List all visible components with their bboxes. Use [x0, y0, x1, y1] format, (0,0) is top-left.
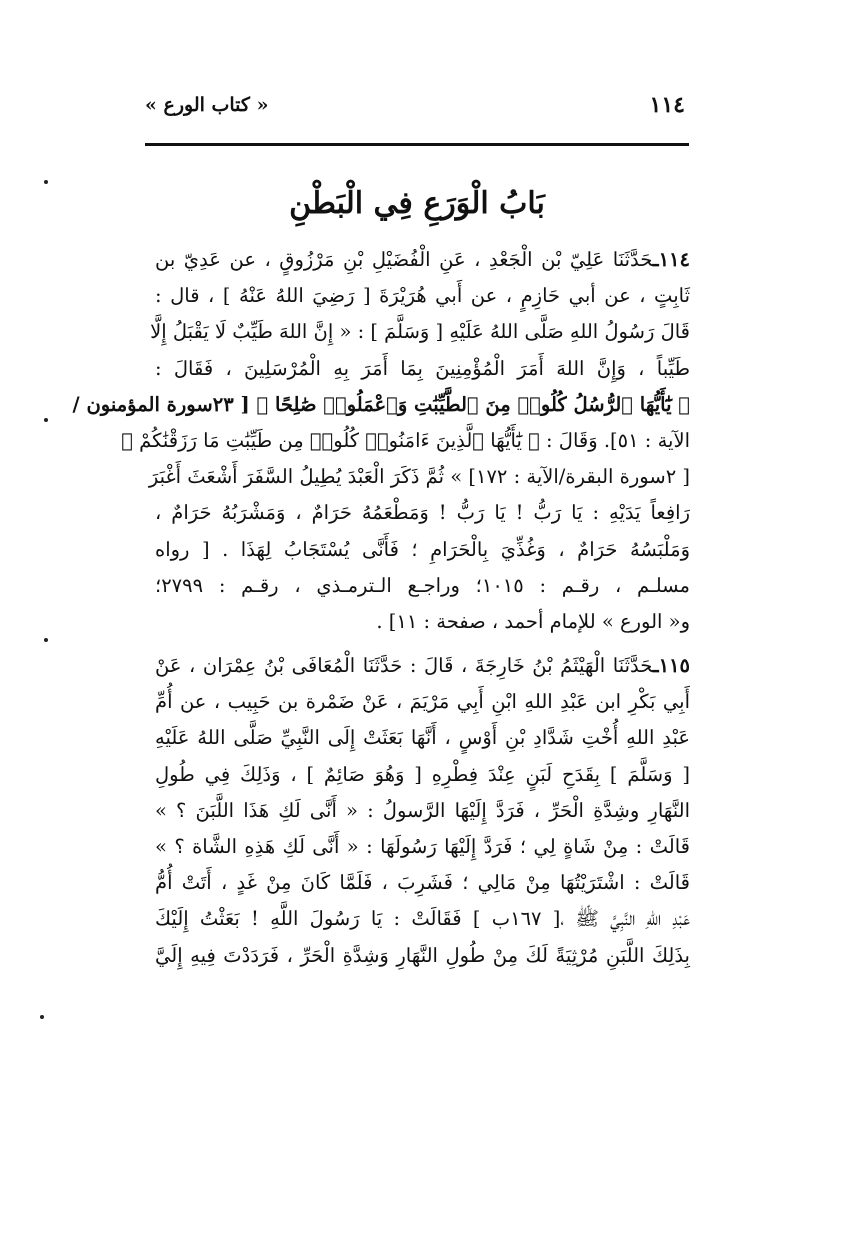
chapter-title: بَابُ الْوَرَعِ فِي الْبَطْنِ: [289, 186, 545, 221]
text-line: قَالَتْ : اشْتَرَيْتُهَا مِنْ مَالِي ؛ فَشَرِبَ ، فَلَمَّا كَانَ مِنْ غَدٍ ، أَتَتْ أُمُّ: [155, 871, 690, 895]
text-line: طَيِّباً ، وَإِنَّ اللهَ أَمَرَ الْمُؤْمِنِينَ بِمَا أَمَرَ بِهِ الْمُرْسَلِينَ ، فَقَالَ :: [155, 356, 690, 380]
text-line: قَالَتْ : مِنْ شَاةٍ لِي ؛ فَرَدَّ إِلَيْهَا رَسُولَهَا : « أَنَّى لَكِ هَذِهِ الشَّاة ؟ »: [155, 835, 690, 858]
header-rule: [145, 143, 689, 146]
quran-verse-line: ﴿ يَٰٓأَيُّهَا ٱلرُّسُلُ كُلُوا۟ مِنَ ٱلطَّيِّبَٰتِ وَٱعْمَلُوا۟ صَٰلِحًا ﴾ [ ٢٣سورة المؤمنون /: [72, 392, 690, 416]
text-line: [ وَسَلَّمَ ] بِقَدَحِ لَبَنٍ عِنْدَ فِطْرِهِ [ وَهُوَ صَائِمٌ ] ، وَذَلِكَ فِي طُولِ: [155, 762, 690, 786]
text-line: النَّهَارِ وشِدَّةِ الْحَرِّ ، فَرَدَّ إِلَيْهَا الرَّسولُ : « أَنَّى لَكِ هَذَا اللَّبَنَ ؟ »: [155, 798, 690, 822]
running-header: [145, 88, 685, 124]
margin-mark: [40, 1015, 44, 1019]
text-line: بِذَلِكَ اللَّبَنِ مُرْثِيَةً لَكَ مِنْ طُولِ النَّهَارِ وَشِدَّةِ الْحَرِّ ، فَرَدَدْتَ فِيهِ إِلَيَّ: [155, 943, 690, 967]
margin-mark: [44, 180, 48, 184]
text-line: عَبْدِ اللهِ النَّبِيَّ ﷺ ،[ ١٦٧ب ] فَقَالَتْ : يَا رَسُولَ اللَّهِ ! بَعَثْتُ إِلَيْكَ: [155, 907, 690, 931]
citation-line: و« الورع » للإمام أحمد ، صفحة : ١١] .: [376, 609, 690, 633]
text-line: [ ٢سورة البقرة/الآية : ١٧٢] » ثُمَّ ذَكَرَ الْعَبْدَ يُطِيلُ السَّفَرَ أَشْعَثَ أَغْبَرَ: [148, 465, 690, 489]
text-line: ثَابِتٍ ، عن أبي حَازِمٍ ، عن أَبي هُرَيْرَةَ [ رَضِيَ اللهُ عَنْهُ ] ، قال :: [155, 284, 690, 308]
margin-mark: [44, 418, 48, 422]
hadith-entry-115: [155, 648, 690, 974]
quran-verse-line: الآية : ٥١]. وَقَالَ : ﴿ يَٰٓأَيُّهَا ٱلَّذِينَ ءَامَنُوا۟ كُلُوا۟ مِن طَيِّبَٰتِ مَا رَزَقْنَٰكُمْ ﴾: [121, 428, 690, 452]
text-line: قَالَ رَسُولُ اللهِ صَلَّى اللهُ عَلَيْهِ [ وَسَلَّمَ ] : « إِنَّ اللهَ طَيِّبٌ لَا يَقْبَلُ إِلَّا: [150, 320, 690, 344]
text-line: رَافِعاً يَدَيْهِ : يَا رَبُّ ! يَا رَبُّ ! وَمَطْعَمُهُ حَرَامٌ ، وَمَشْرَبُهُ حَرَامٌ ،: [155, 501, 690, 525]
text-line: ١١٥ـحَدَّثَنَا الْهَيْثَمُ بْنُ خَارِجَةَ ، قَالَ : حَدَّثَنَا الْمُعَافَى بْنُ عِمْرَان ، عَنْ: [155, 654, 690, 678]
hadith-number: ١١٤ـ: [652, 248, 690, 271]
text-line: ١١٤ـحَدَّثَنَا عَلِيّ بْن الْجَعْدِ ، عَنِ الْفُضَيْلِ بْنِ مَرْزُوقٍ ، عن عَدِيّ بن: [155, 248, 690, 271]
page-number: ١١٤: [649, 92, 685, 118]
hadith-number: ١١٥ـ: [652, 654, 690, 678]
text-line: أَبِي بَكْرِ ابن عَبْدِ اللهِ ابْنِ أَبِي مَرْيَمَ ، عَنْ ضَمْرة بن حَبِيب ، عن أُمِّ: [155, 690, 690, 714]
hadith-entry-114: [72, 242, 691, 640]
text-line: عَبْدِ اللهِ أُخْتِ شَدَّادِ بْنِ أَوْسٍ ، أَنَّهَا بَعَثَتْ إِلَى النَّبِيِّ صَلَّى اللهُ عَلَيْهِ: [155, 726, 690, 750]
book-title: « كتاب الورع »: [145, 94, 269, 116]
citation-line: مسلـم ، رقـم : ١٠١٥؛ وراجـع الـترمـذي ، رقـم : ٢٧٩٩؛: [155, 573, 691, 597]
body-text: [72, 242, 691, 974]
text-line: وَمَلْبَسُهُ حَرَامٌ ، وَغُذِّيَ بِالْحَرَامِ ؛ فَأَنَّى يُسْتَجَابُ لِهَذَا . [ رواه: [155, 537, 690, 561]
margin-mark: [44, 638, 48, 642]
